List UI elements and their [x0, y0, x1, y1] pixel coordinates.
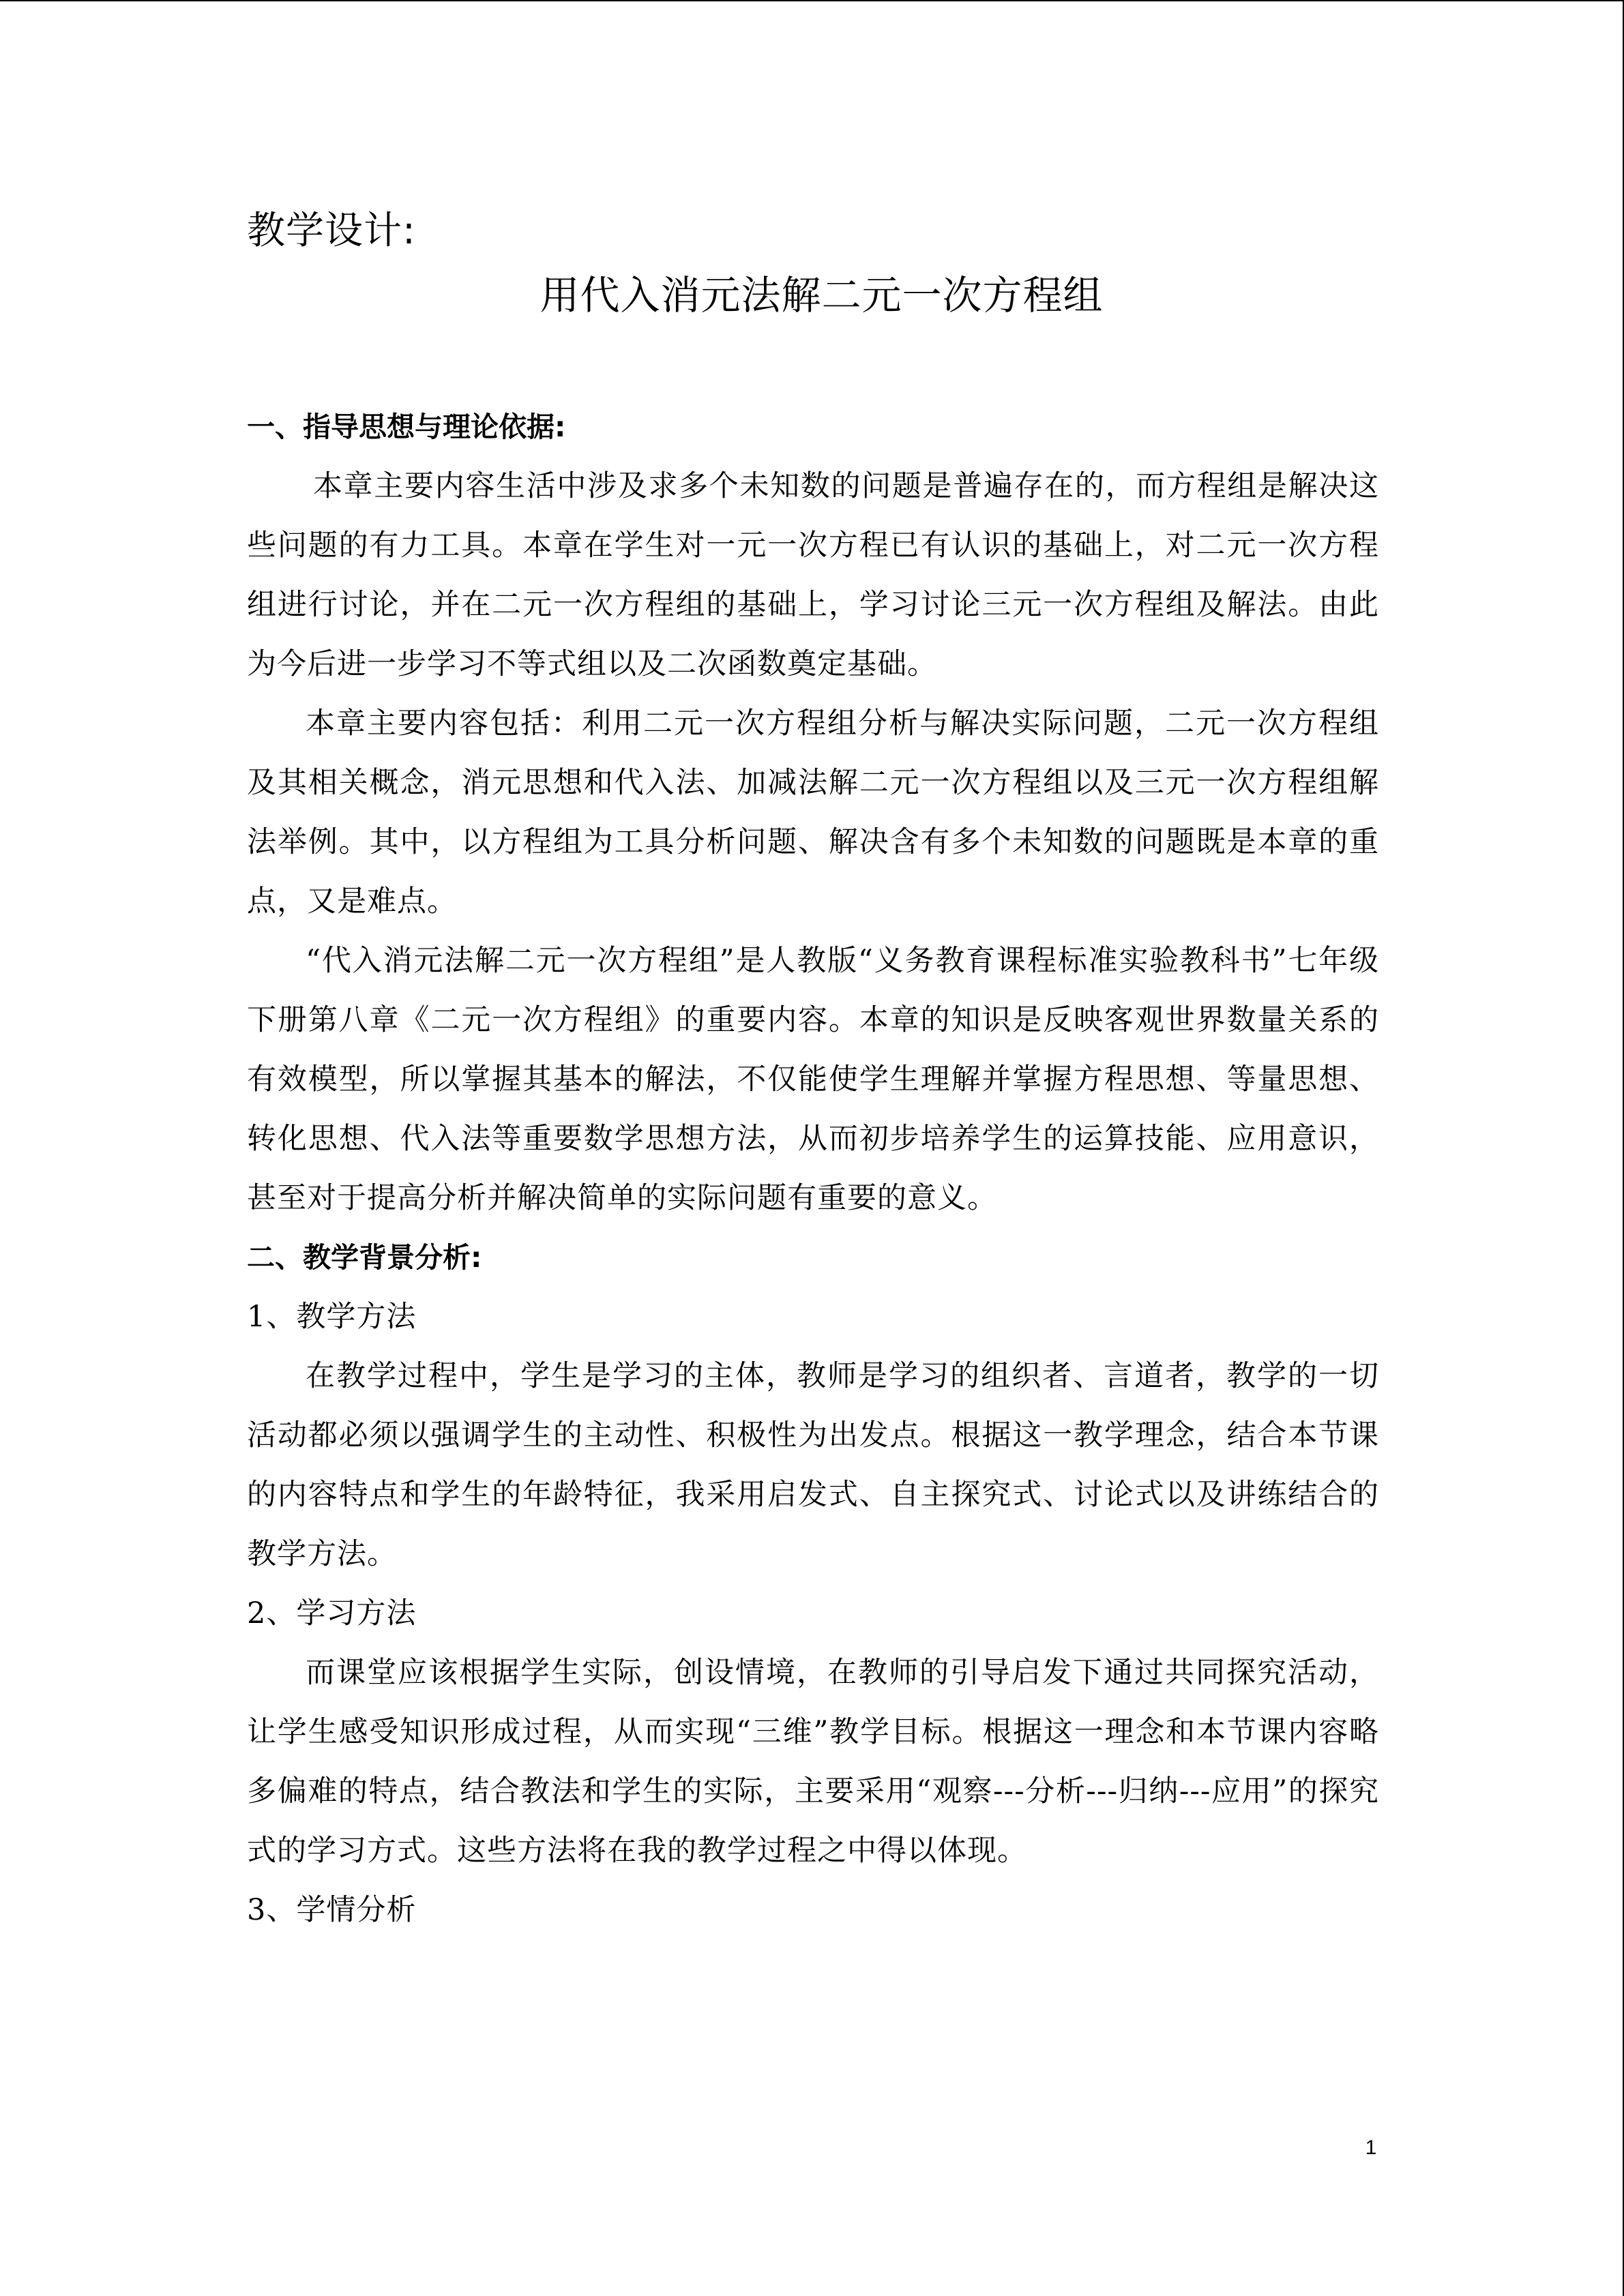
- subheading-learning-method: 2、学习方法: [247, 1596, 417, 1630]
- subheading-student-analysis: 3、学情分析: [247, 1893, 417, 1927]
- subheading-teaching-method: 1、教学方法: [247, 1300, 417, 1334]
- page-number: 1: [1365, 2136, 1377, 2159]
- paragraph: 本章主要内容生活中涉及求多个未知数的问题是普遍存在的，而方程组是解决这些问题的有力工具。本章在学生对一元一次方程已有认识的基础上，对二元一次方程组进行讨论，并在二元一次方程组的基础上，学习讨论三元一次方程组及解法。由此为今后进一步学习不等式组以及二次函数奠定基础。: [247, 469, 1379, 681]
- paragraph: 在教学过程中，学生是学习的主体，教师是学习的组织者、言道者，教学的一切活动都必须以强调学生的主动性、积极性为出发点。根据这一教学理念，结合本节课的内容特点和学生的年龄特征，我采用启发式、自主探究式、讨论式以及讲练结合的教学方法。: [247, 1359, 1379, 1571]
- paragraph: 本章主要内容包括：利用二元一次方程组分析与解决实际问题，二元一次方程组及其相关概念，消元思想和代入法、加减法解二元一次方程组以及三元一次方程组解法举例。其中，以方程组为工具分析问题、解决含有多个未知数的问题既是本章的重点，又是难点。: [247, 706, 1379, 919]
- section-heading-background: 二、教学背景分析:: [247, 1241, 482, 1274]
- section-heading-guiding-ideas: 一、指导思想与理论依据:: [247, 411, 566, 443]
- document-label: 教学设计:: [247, 209, 416, 253]
- document-body: [247, 203, 1379, 1940]
- paragraph: 而课堂应该根据学生实际，创设情境，在教师的引导启发下通过共同探究活动，让学生感受知识形成过程，从而实现“三维”教学目标。根据这一理念和本节课内容略多偏难的特点，结合教法和学生的实际，主要采用“观察---分析---归纳---应用”的探究式的学习方式。这些方法将在我的教学过程之中得以体现。: [247, 1656, 1379, 1868]
- paragraph: “代入消元法解二元一次方程组”是人教版“义务教育课程标准实验教科书”七年级下册第八章《二元一次方程组》的重要内容。本章的知识是反映客观世界数量关系的有效模型，所以掌握其基本的解法，不仅能使学生理解并掌握方程思想、等量思想、转化思想、代入法等重要数学思想方法，从而初步培养学生的运算技能、应用意识，甚至对于提高分析并解决简单的实际问题有重要的意义。: [247, 944, 1379, 1215]
- document-title: 用代入消元法解二元一次方程组: [540, 272, 1104, 318]
